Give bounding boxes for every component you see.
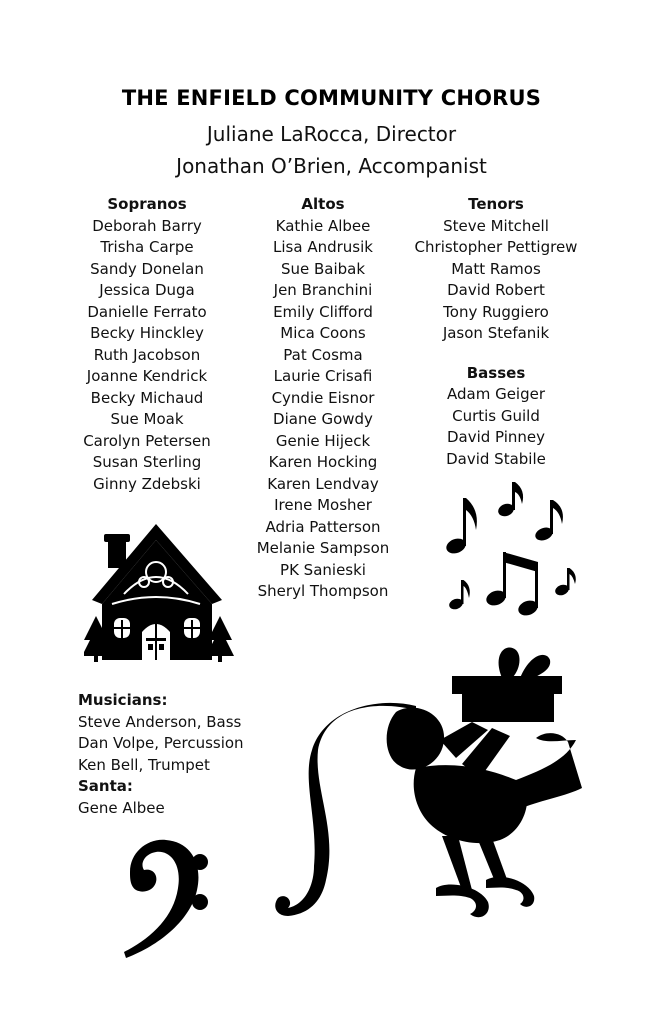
altos-column xyxy=(248,194,398,603)
tenor-name: Christopher Pettigrew xyxy=(414,238,578,256)
musician-name: Steve Anderson, Bass xyxy=(78,712,242,731)
soprano-name: Danielle Ferrato xyxy=(87,302,207,321)
alto-name: PK Sanieski xyxy=(280,560,366,579)
alto-name: Karen Lendvay xyxy=(267,474,379,493)
bass-name: David Pinney xyxy=(446,428,546,446)
alto-name: Karen Hocking xyxy=(268,453,378,471)
alto-name: Mica Coons xyxy=(280,324,366,342)
santa-name: Gene Albee xyxy=(78,798,165,817)
alto-name: Pat Cosma xyxy=(283,345,363,364)
soprano-name: Ginny Zdebski xyxy=(93,474,201,493)
tenor-name: Steve Mitchell xyxy=(443,216,549,235)
altos-heading: Altos xyxy=(301,195,345,213)
soprano-name: Carolyn Petersen xyxy=(83,431,211,450)
soprano-name: Becky Hinckley xyxy=(90,324,204,342)
alto-name: Sue Baibak xyxy=(280,259,366,278)
musician-name: Ken Bell, Trumpet xyxy=(78,755,210,774)
musicians-heading: Musicians: xyxy=(78,691,168,709)
alto-name: Kathie Albee xyxy=(275,216,371,235)
director-line: Juliane LaRocca, Director xyxy=(206,122,457,146)
alto-name: Cyndie Eisnor xyxy=(271,388,375,407)
alto-name: Melanie Sampson xyxy=(256,539,390,557)
soprano-name: Joanne Kendrick xyxy=(86,367,208,385)
elf-with-gift-icon xyxy=(266,640,600,940)
alto-name: Adria Patterson xyxy=(265,517,381,536)
soprano-name: Sue Moak xyxy=(110,410,184,428)
music-notes-icon xyxy=(440,480,580,630)
bass-name: David Stabile xyxy=(446,449,546,468)
bass-name: Curtis Guild xyxy=(452,406,540,425)
sopranos-column xyxy=(72,194,222,495)
alto-name: Laurie Crisafi xyxy=(273,367,373,385)
tenor-name: Jason Stefanik xyxy=(442,324,550,342)
musicians-section xyxy=(78,690,244,819)
basses-heading: Basses xyxy=(466,363,526,382)
alto-name: Genie Hijeck xyxy=(275,431,371,450)
alto-name: Sheryl Thompson xyxy=(257,582,389,600)
soprano-name: Ruth Jacobson xyxy=(93,345,201,364)
musician-name: Dan Volpe, Percussion xyxy=(78,734,244,752)
gingerbread-house-icon xyxy=(84,520,234,665)
alto-name: Emily Clifford xyxy=(273,302,373,321)
alto-name: Diane Gowdy xyxy=(273,410,373,428)
santa-heading: Santa: xyxy=(78,777,133,795)
tenor-name: Matt Ramos xyxy=(451,259,541,278)
alto-name: Irene Mosher xyxy=(274,496,372,514)
soprano-name: Becky Michaud xyxy=(90,388,204,407)
bass-name: Adam Geiger xyxy=(446,385,546,403)
soprano-name: Sandy Donelan xyxy=(90,259,204,278)
soprano-name: Susan Sterling xyxy=(92,453,202,471)
accompanist-line: Jonathan O’Brien, Accompanist xyxy=(176,154,487,178)
tenors-basses-column xyxy=(408,194,584,470)
alto-name: Lisa Andrusik xyxy=(273,238,373,256)
tenors-heading: Tenors xyxy=(468,195,524,213)
soprano-name: Jessica Duga xyxy=(99,281,195,299)
soprano-name: Deborah Barry xyxy=(92,216,202,235)
bass-clef-icon xyxy=(100,832,220,962)
tenor-name: David Robert xyxy=(447,281,545,299)
page-title: THE ENFIELD COMMUNITY CHORUS xyxy=(121,86,542,110)
alto-name: Jen Branchini xyxy=(273,281,373,299)
tenor-name: Tony Ruggiero xyxy=(443,302,549,321)
soprano-name: Trisha Carpe xyxy=(100,238,194,256)
sopranos-heading: Sopranos xyxy=(107,195,187,213)
